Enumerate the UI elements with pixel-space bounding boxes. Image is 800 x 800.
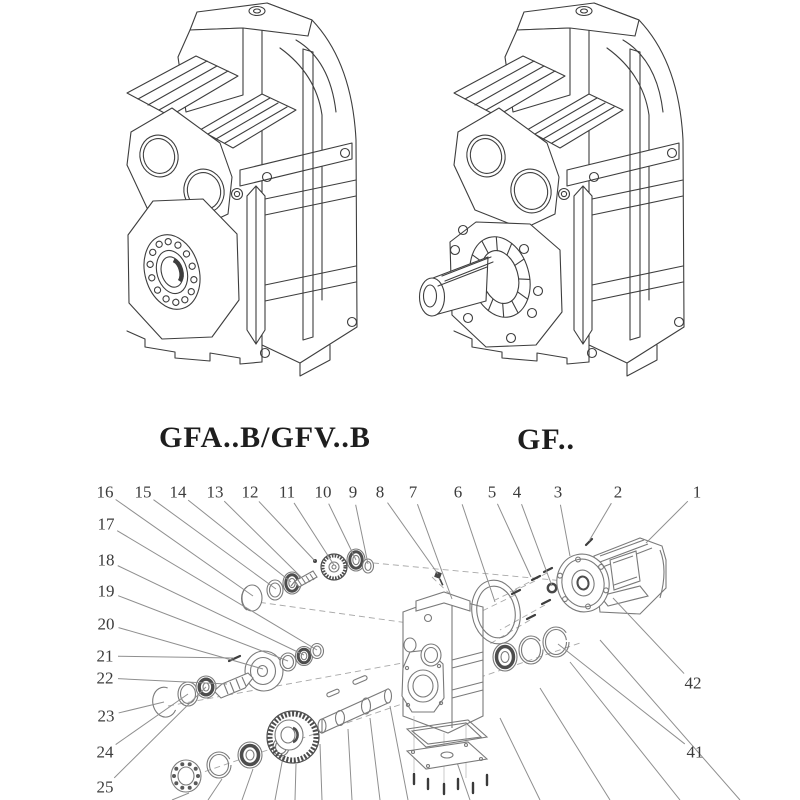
callout-label-42: 42 — [684, 673, 702, 693]
motor-bolt — [586, 539, 592, 545]
callout-leader-16 — [116, 499, 253, 596]
callout-label-16: 16 — [96, 482, 114, 502]
callout-label-1: 1 — [692, 482, 702, 502]
callout-leader-12 — [259, 501, 315, 561]
callout-label-20: 20 — [97, 614, 115, 634]
spacer-ring — [280, 653, 296, 671]
left-output-boss — [128, 199, 239, 339]
callout-leader-4 — [522, 504, 552, 586]
callout-label-17: 17 — [97, 514, 115, 534]
callout-leader-2 — [589, 503, 611, 541]
intermediate-washer — [311, 644, 324, 659]
callout-label-6: 6 — [453, 482, 463, 502]
callout-label-25: 25 — [96, 777, 114, 797]
callout-label-3: 3 — [553, 482, 563, 502]
input-gear — [321, 554, 347, 580]
callout-leader-18 — [118, 566, 304, 655]
washer — [363, 559, 374, 573]
callout-label-24: 24 — [96, 742, 114, 762]
callout-label-19: 19 — [97, 581, 115, 601]
callout-label-22: 22 — [96, 668, 114, 688]
callout-leader-13 — [224, 501, 301, 577]
callout-label-21: 21 — [96, 646, 114, 666]
shaft-keys — [326, 675, 368, 697]
splined-shaft — [214, 673, 253, 698]
retaining-ring-outer — [543, 627, 569, 657]
ball-bearing — [171, 760, 201, 792]
callout-label-7: 7 — [408, 482, 418, 502]
callout-label-8: 8 — [375, 482, 385, 502]
assembly-axis-lines — [168, 562, 580, 778]
gearbox-drawing-hollow-shaft — [127, 3, 357, 376]
callout-label-10: 10 — [314, 482, 332, 502]
callout-label-14: 14 — [169, 482, 187, 502]
callout-leader-41 — [558, 644, 685, 744]
flange-bolts — [512, 568, 552, 619]
callout-label-11: 11 — [278, 482, 296, 502]
output-bearing — [493, 643, 517, 671]
callout-label-12: 12 — [241, 482, 259, 502]
gearbox-drawing-solid-shaft — [420, 3, 685, 376]
callout-leader-14 — [188, 500, 291, 582]
callout-leader-19 — [118, 596, 288, 661]
intermediate-bearing — [296, 647, 313, 666]
right-model-label: GF.. — [517, 423, 575, 456]
callout-label-13: 13 — [206, 482, 224, 502]
callout-label-23: 23 — [97, 706, 115, 726]
output-gear — [267, 711, 319, 763]
callout-label-2: 2 — [613, 482, 623, 502]
left-model-label: GFA..B/GFV..B — [159, 421, 371, 454]
callout-leader-15 — [154, 500, 276, 589]
callout-layer — [97, 483, 704, 797]
callout-label-4: 4 — [512, 482, 522, 502]
callout-leader-42 — [613, 598, 684, 674]
roller-bearing — [238, 742, 262, 768]
callout-leader-21 — [118, 656, 234, 658]
seal-ring — [267, 580, 283, 600]
cover-bolts — [414, 774, 487, 794]
callout-leader-1 — [646, 501, 688, 543]
callout-label-15: 15 — [134, 482, 152, 502]
bottom-cover-plate — [407, 742, 487, 769]
callout-leader-3 — [560, 505, 570, 556]
callout-leader-11 — [294, 503, 334, 565]
callout-leader-24 — [116, 694, 188, 745]
callout-label-41: 41 — [686, 742, 704, 762]
callout-leader-20 — [118, 628, 263, 669]
exploded-view — [97, 483, 741, 800]
callout-label-5: 5 — [487, 482, 497, 502]
callout-leader-23 — [119, 702, 164, 713]
callout-leader-8 — [388, 503, 438, 574]
snap-ring-large — [207, 752, 231, 778]
callout-leader-10 — [329, 504, 356, 560]
small-bolt — [229, 656, 240, 661]
callout-label-9: 9 — [348, 482, 358, 502]
callout-label-18: 18 — [97, 550, 115, 570]
